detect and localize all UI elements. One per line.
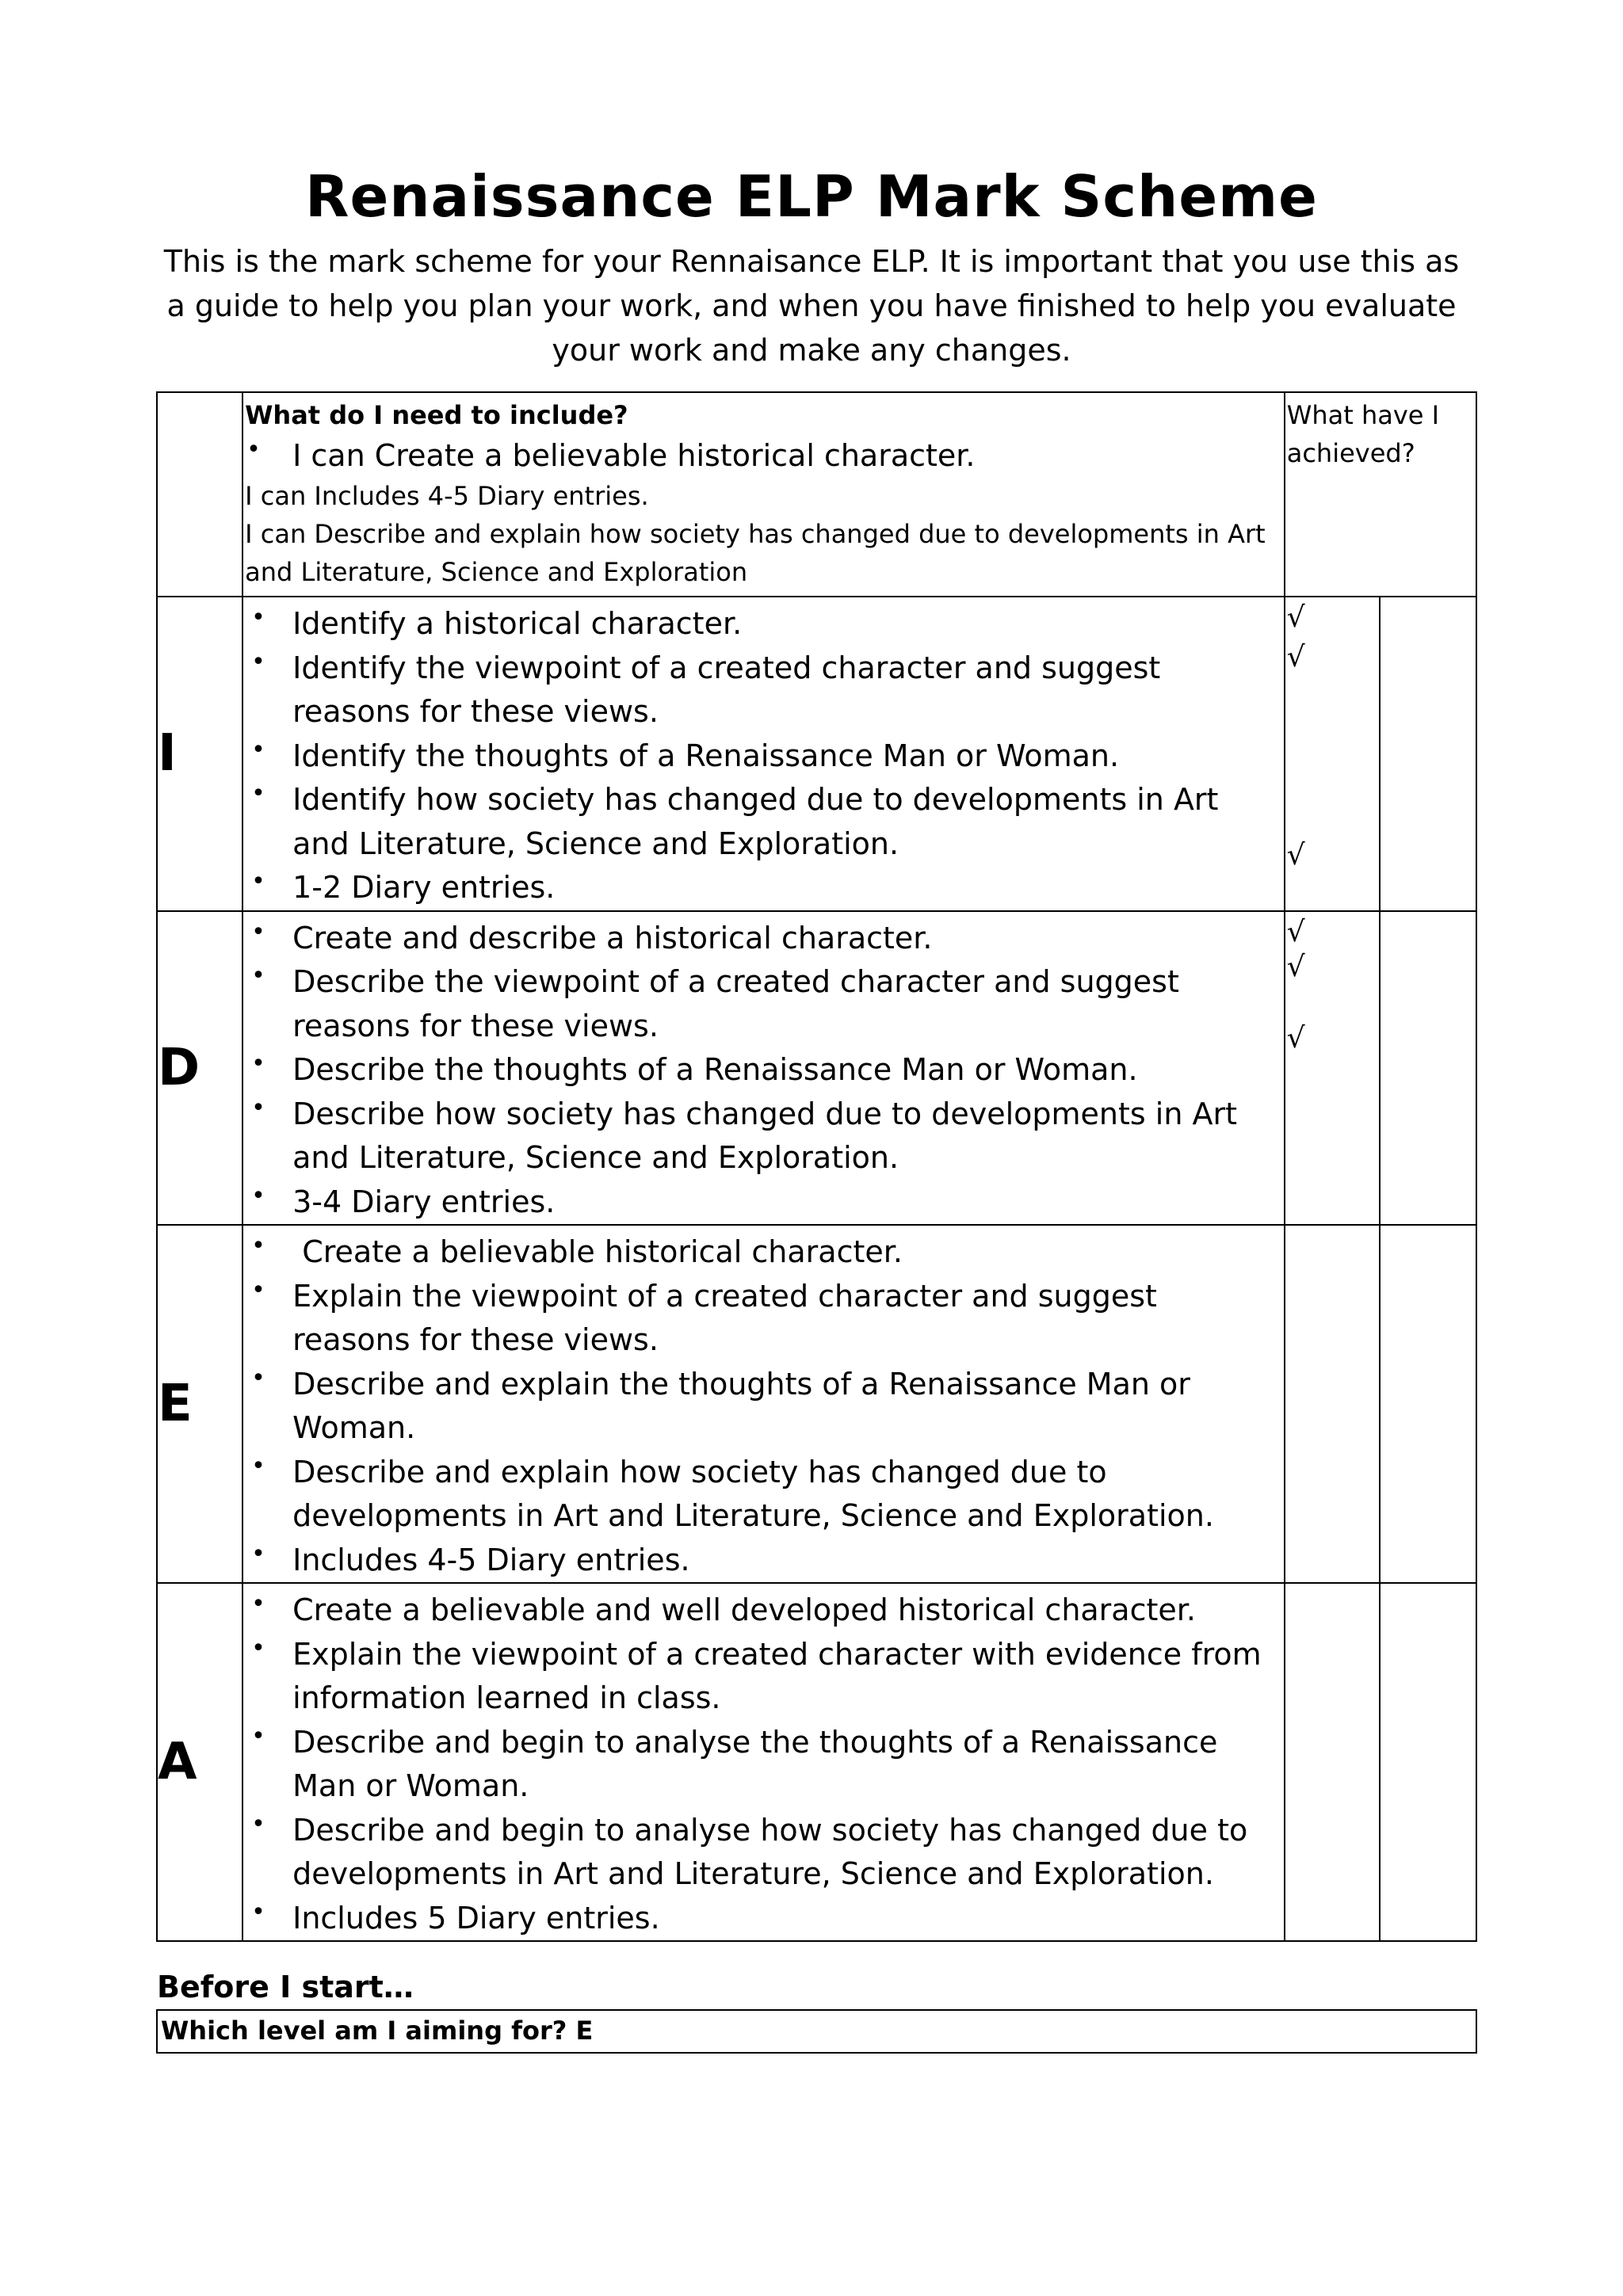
header-line-3: I can Describe and explain how society has changed due to developments in Art and Literature, Science and Exploration — [245, 519, 1266, 587]
bullet-icon: • — [251, 735, 265, 764]
level-content-cell — [242, 597, 1285, 911]
criteria-list — [243, 597, 1284, 910]
bullet-icon: • — [251, 868, 265, 895]
criteria-text: Identify a historical character. — [292, 606, 743, 641]
criteria-item — [243, 1809, 1284, 1897]
criteria-text: Describe and explain how society has changed due to developments in Art and Literature, Science and Exploration. — [292, 1454, 1214, 1533]
criteria-item — [243, 1275, 1284, 1363]
criteria-item — [243, 917, 1284, 961]
achieved-blank-cell — [1380, 1225, 1476, 1583]
target-level-box — [156, 2009, 1477, 2054]
level-letter: E — [157, 1225, 242, 1583]
criteria-text: Identify the thoughts of a Renaissance Man or Woman. — [292, 738, 1120, 773]
achieved-tick-cell — [1285, 597, 1380, 911]
criteria-item — [243, 1230, 1284, 1275]
criteria-text: Describe and explain the thoughts of a Renaissance Man or Woman. — [292, 1366, 1190, 1445]
criteria-item — [243, 646, 1284, 734]
bullet-icon: • — [251, 1050, 265, 1077]
criteria-item — [243, 1093, 1284, 1180]
level-letter: D — [157, 911, 242, 1226]
level-content-cell — [242, 1583, 1285, 1941]
bullet-icon: • — [251, 1634, 265, 1662]
level-row-e — [157, 1225, 1476, 1583]
bullet-icon: • — [251, 780, 265, 807]
criteria-text: Describe the viewpoint of a created character and suggest reasons for these views. — [292, 964, 1179, 1043]
level-row-d — [157, 911, 1476, 1226]
header-bullet-text: I can Create a believable historical character. — [292, 438, 976, 473]
achieved-blank-cell — [1380, 597, 1476, 911]
achieved-label: What have I achieved? — [1286, 400, 1440, 468]
criteria-item — [243, 866, 1284, 910]
before-start-label: Before I start… — [157, 1970, 414, 2004]
level-content-cell — [242, 1225, 1285, 1583]
criteria-item — [243, 1721, 1284, 1809]
mark-scheme-table — [156, 391, 1477, 1942]
achieved-tick-cell — [1285, 911, 1380, 1226]
tick-icon: √ — [1286, 915, 1305, 948]
header-row — [157, 392, 1476, 597]
criteria-text: Explain the viewpoint of a created character with evidence from information learned in class. — [292, 1636, 1262, 1715]
bullet-icon: • — [251, 917, 265, 946]
bullet-icon: • — [251, 1897, 265, 1926]
level-content-cell — [242, 911, 1285, 1226]
criteria-text: Includes 5 Diary entries. — [292, 1900, 660, 1936]
header-bullet-item — [245, 434, 1281, 477]
criteria-text: Describe the thoughts of a Renaissance Man or Woman. — [292, 1052, 1138, 1087]
level-letter: A — [157, 1583, 242, 1941]
level-letter: I — [157, 597, 242, 911]
achieved-tick-cell — [1285, 1583, 1380, 1941]
criteria-item — [243, 1048, 1284, 1093]
tick-icon: √ — [1286, 839, 1305, 871]
criteria-list — [243, 1226, 1284, 1582]
criteria-item — [243, 1180, 1284, 1225]
bullet-icon: • — [251, 1232, 265, 1260]
target-level-text: Which level am I aiming for? E — [161, 2016, 594, 2046]
criteria-text: Explain the viewpoint of a created character and suggest reasons for these views. — [292, 1278, 1157, 1357]
bullet-icon: • — [251, 1093, 265, 1122]
criteria-text: Describe and begin to analyse how society has changed due to developments in Art and Literature, Science and Exploration. — [292, 1812, 1248, 1891]
bullet-icon: • — [251, 1810, 265, 1838]
criteria-list — [243, 912, 1284, 1225]
criteria-text: 1-2 Diary entries. — [292, 870, 556, 905]
criteria-text: Create a believable and well developed historical character. — [292, 1592, 1196, 1627]
criteria-item — [243, 1897, 1284, 1941]
header-heading: What do I need to include? — [245, 400, 628, 430]
bullet-icon: • — [251, 1451, 265, 1480]
achieved-blank-cell — [1380, 911, 1476, 1226]
criteria-item — [243, 778, 1284, 866]
criteria-item — [243, 1363, 1284, 1451]
bullet-icon: • — [251, 1539, 265, 1568]
header-content-cell — [242, 392, 1285, 597]
tick-icon: √ — [1286, 641, 1305, 673]
criteria-item — [243, 960, 1284, 1048]
achieved-header-cell — [1285, 392, 1476, 597]
tick-icon: √ — [1286, 601, 1305, 634]
criteria-text: Includes 4-5 Diary entries. — [292, 1542, 690, 1577]
bullet-icon: • — [251, 604, 265, 631]
intro-text: This is the mark scheme for your Rennaisance ELP. It is important that you use this as a guide to help you plan your work, and when you have finished to help you evaluate your work and make any changes. — [163, 244, 1460, 368]
bullet-icon: • — [251, 1363, 265, 1392]
achieved-blank-cell — [1380, 1583, 1476, 1941]
criteria-item — [243, 734, 1284, 779]
criteria-text: Identify how society has changed due to developments in Art and Literature, Science and Exploration. — [292, 782, 1219, 861]
level-row-a — [157, 1583, 1476, 1941]
criteria-text: Create and describe a historical character. — [292, 920, 933, 955]
page-title: Renaissance ELP Mark Scheme — [305, 163, 1318, 230]
tick-icon: √ — [1286, 1021, 1305, 1055]
criteria-text: Describe and begin to analyse the thoughts of a Renaissance Man or Woman. — [292, 1724, 1218, 1803]
criteria-text: Create a believable historical character. — [292, 1234, 903, 1269]
level-row-i — [157, 597, 1476, 911]
bullet-icon: • — [251, 962, 265, 990]
bullet-icon: • — [251, 647, 265, 676]
bullet-icon: • — [251, 1722, 265, 1750]
header-line-2: I can Includes 4-5 Diary entries. — [245, 481, 649, 511]
criteria-item — [243, 1633, 1284, 1721]
bullet-icon: • — [251, 1276, 265, 1304]
criteria-text: Describe how society has changed due to developments in Art and Literature, Science and Exploration. — [292, 1096, 1238, 1175]
header-blank-cell — [157, 392, 242, 597]
criteria-text: Identify the viewpoint of a created character and suggest reasons for these views. — [292, 650, 1161, 729]
criteria-list — [243, 1584, 1284, 1940]
bullet-icon: • — [246, 436, 261, 463]
criteria-item — [243, 602, 1284, 646]
bullet-icon: • — [251, 1181, 265, 1210]
criteria-item — [243, 1539, 1284, 1583]
criteria-text: 3-4 Diary entries. — [292, 1184, 556, 1219]
achieved-tick-cell — [1285, 1225, 1380, 1583]
criteria-item — [243, 1589, 1284, 1633]
criteria-item — [243, 1451, 1284, 1539]
tick-icon: √ — [1286, 950, 1305, 983]
bullet-icon: • — [251, 1590, 265, 1618]
